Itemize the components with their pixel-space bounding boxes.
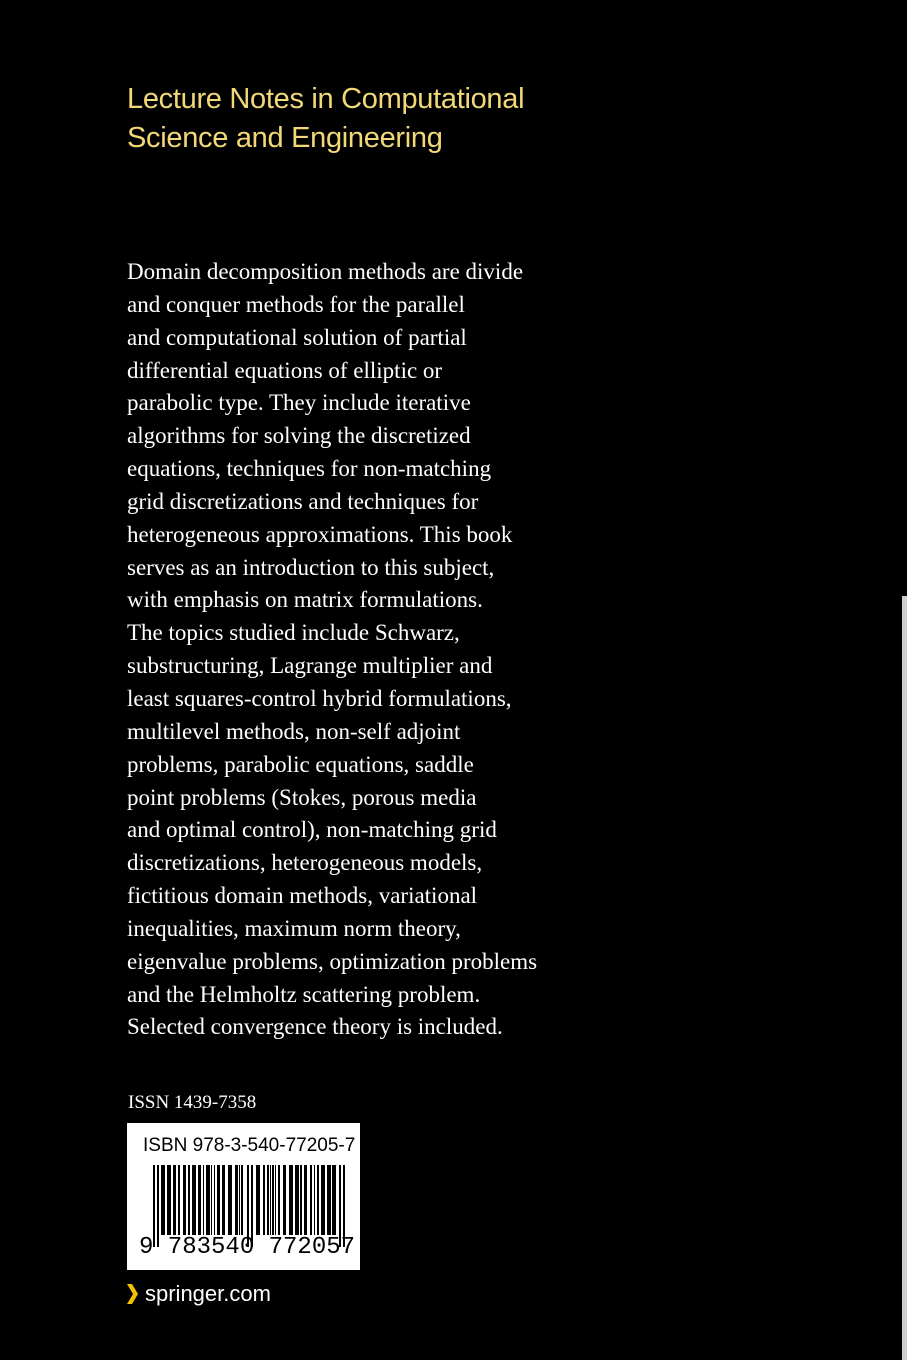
- blurb-line: and the Helmholtz scattering problem.: [127, 981, 481, 1007]
- barcode-bar: [327, 1165, 331, 1235]
- isbn-barcode-label: [127, 1123, 360, 1270]
- barcode-bar: [304, 1165, 307, 1235]
- barcode-bar: [241, 1165, 243, 1235]
- barcode-bar: [289, 1165, 293, 1235]
- isbn-number: ISBN 978-3-540-77205-7: [143, 1135, 356, 1156]
- blurb-line: The topics studied include Schwarz,: [127, 620, 460, 646]
- barcode-bar: [167, 1165, 171, 1235]
- barcode-bar: [235, 1165, 238, 1235]
- blurb-line: discretizations, heterogeneous models,: [127, 850, 483, 876]
- blurb-line: eigenvalue problems, optimization problems: [127, 948, 538, 974]
- blurb-line: problems, parabolic equations, saddle: [127, 751, 474, 777]
- barcode-bar: [263, 1165, 265, 1235]
- blurb-line: algorithms for solving the discretized: [127, 423, 471, 449]
- blurb-line: serves as an introduction to this subject,: [127, 554, 495, 580]
- series-title-line: Science and Engineering: [127, 122, 443, 154]
- blurb-line: parabolic type. They include iterative: [127, 390, 471, 416]
- barcode-bar: [217, 1165, 220, 1235]
- barcode-bar: [300, 1165, 302, 1235]
- barcode-bar: [161, 1165, 165, 1235]
- barcode-bar: [198, 1165, 201, 1235]
- barcode-bar: [272, 1165, 274, 1235]
- blurb-line: and computational solution of partial: [127, 324, 467, 350]
- right-edge-strip: [902, 596, 907, 1360]
- blurb-line: differential equations of elliptic or: [127, 357, 443, 383]
- barcode-bar: [222, 1165, 225, 1235]
- barcode-bar: [267, 1165, 269, 1235]
- barcode-digits: 9 783540 772057: [139, 1234, 356, 1261]
- barcode-bar: [332, 1165, 336, 1235]
- barcode-bar: [183, 1165, 186, 1235]
- barcode-bar: [278, 1165, 280, 1235]
- series-title: [127, 80, 524, 158]
- back-cover-blurb: [127, 256, 537, 1044]
- blurb-line: substructuring, Lagrange multiplier and: [127, 653, 493, 679]
- barcode-bar: [214, 1165, 215, 1235]
- issn-number: ISSN 1439-7358: [128, 1092, 257, 1113]
- barcode-bar: [239, 1165, 240, 1235]
- blurb-line: least squares-control hybrid formulations,: [127, 685, 512, 711]
- blurb-line: multilevel methods, non-self adjoint: [127, 718, 461, 744]
- barcode-bar: [192, 1165, 196, 1235]
- barcode-bar: [256, 1165, 260, 1235]
- blurb-line: inequalities, maximum norm theory,: [127, 915, 461, 941]
- series-title-line: Lecture Notes in Computational: [127, 83, 525, 115]
- barcode-bar: [178, 1165, 180, 1235]
- barcode-bar: [321, 1165, 325, 1235]
- blurb-line: with emphasis on matrix formulations.: [127, 587, 483, 613]
- blurb-line: point problems (Stokes, porous media: [127, 784, 477, 810]
- barcode-bar: [275, 1165, 276, 1235]
- barcode-bar: [206, 1165, 210, 1235]
- barcode-bar: [310, 1165, 312, 1235]
- chevron-right-icon: [125, 1282, 139, 1306]
- blurb-line: equations, techniques for non-matching: [127, 456, 492, 482]
- barcode-bar: [173, 1165, 176, 1235]
- barcode-bar: [295, 1165, 299, 1235]
- blurb-line: Domain decomposition methods are divide: [127, 259, 524, 284]
- barcode-bar: [314, 1165, 315, 1235]
- blurb-line: Selected convergence theory is included.: [127, 1014, 503, 1040]
- publisher-website-link[interactable]: springer.com: [145, 1281, 271, 1306]
- blurb-line: fictitious domain methods, variational: [127, 883, 478, 909]
- blurb-line: heterogeneous approximations. This book: [127, 521, 513, 547]
- barcode-bar: [270, 1165, 271, 1235]
- barcode-bar: [188, 1165, 190, 1235]
- barcode-bar: [203, 1165, 204, 1235]
- blurb-line: and conquer methods for the parallel: [127, 291, 465, 317]
- publisher-footer: [125, 1281, 271, 1307]
- barcode-bar: [211, 1165, 212, 1235]
- barcode-bar: [283, 1165, 286, 1235]
- blurb-line: grid discretizations and techniques for: [127, 488, 479, 514]
- barcode-bar: [317, 1165, 319, 1235]
- barcode-bar: [228, 1165, 232, 1235]
- blurb-line: and optimal control), non-matching grid: [127, 817, 497, 843]
